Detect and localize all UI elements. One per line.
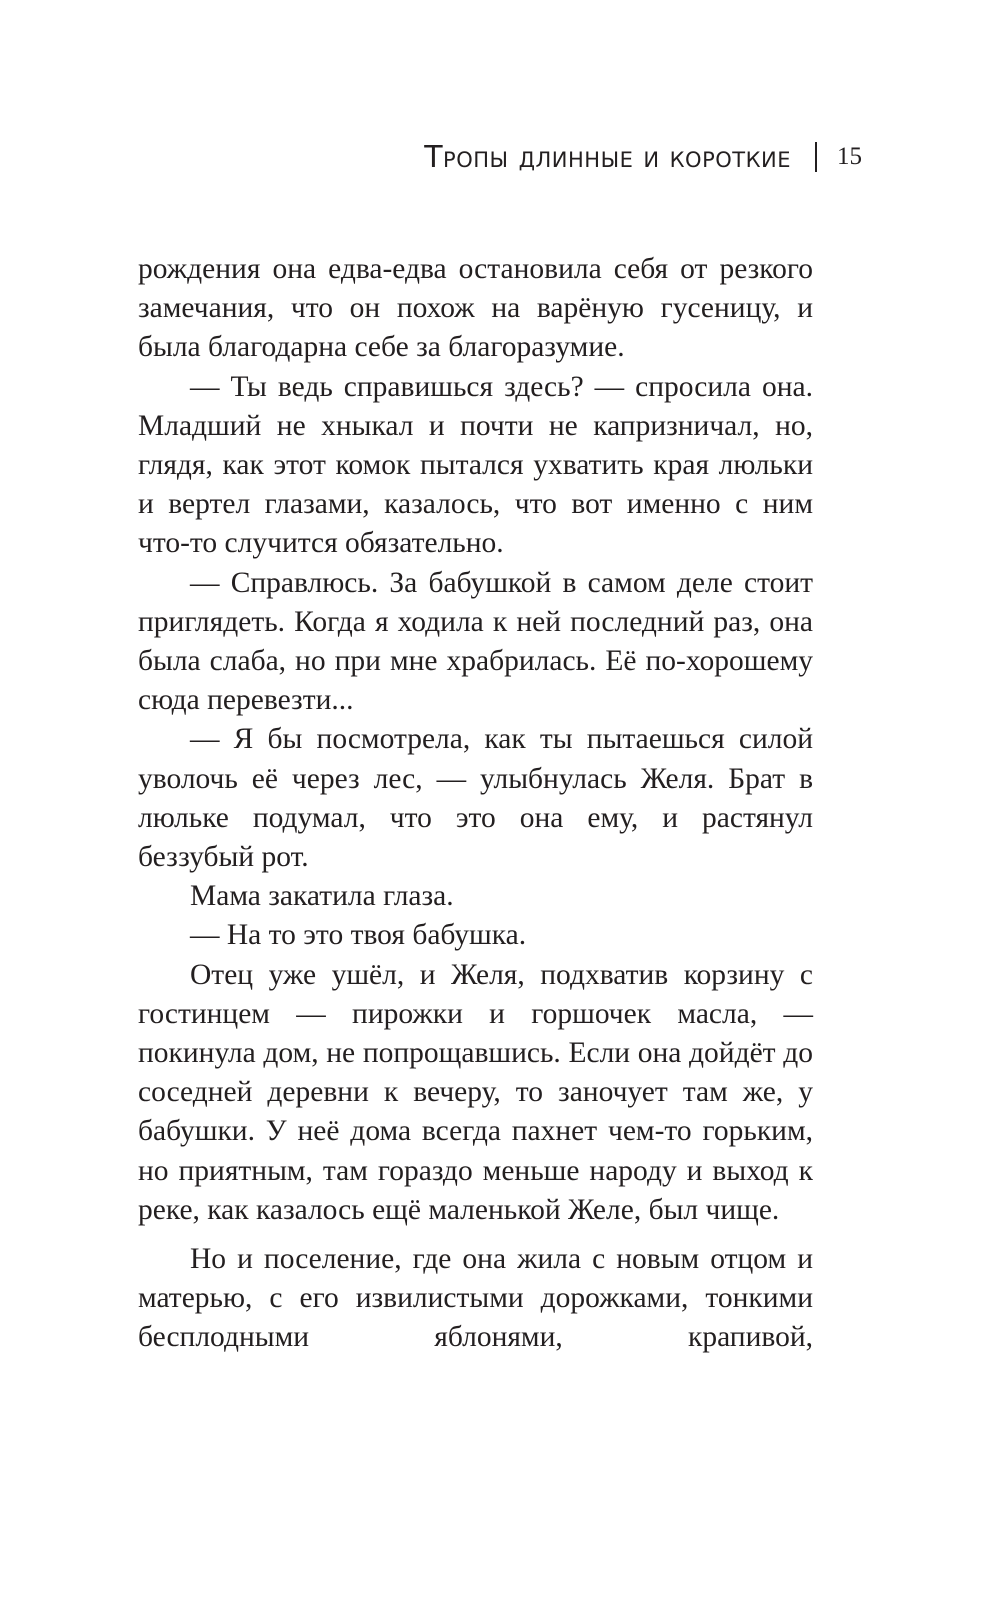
paragraph: — Ты ведь справишься здесь? — спросила она. Младший не хныкал и почти не капризничал, но, глядя, как этот комок пытался ухватить края люльки и вертел глазами, казалось, что вот именно с ним что-то случится обязательно. (138, 370, 813, 560)
paragraph: рождения она едва-едва остановила себя от резкого замечания, что он похож на варёную гусеницу, и была благодарна себе за благоразумие. (138, 253, 813, 364)
paragraph: Но и поселение, где она жила с новым отцом и матерью, с его извилистыми дорожками, тонкими бесплодными яблонями, крапивой, (138, 1243, 813, 1354)
running-header (424, 134, 862, 180)
page-number: 15 (837, 143, 862, 170)
running-title: Тропы длинные и короткие (424, 139, 791, 175)
paragraph: — Я бы посмотрела, как ты пытаешься силой уволочь её через лес, — улыбнулась Желя. Брат в люльке подумал, что это она ему, и растянул беззубый рот. (138, 723, 813, 874)
paragraph: — Справлюсь. За бабушкой в самом деле стоит приглядеть. Когда я ходила к ней последний раз, она была слаба, но при мне храбрилась. Её по-хорошему сюда перевезти... (138, 566, 813, 717)
header-divider (815, 142, 817, 172)
paragraph: Отец уже ушёл, и Желя, подхватив корзину с гостинцем — пирожки и горшочек масла, — покинула дом, не попрощавшись. Если она дойдёт до соседней деревни к вечеру, то заночует там же, у бабушки. У неё дома всегда пахнет чем-то горьким, но приятным, там гораздо меньше народу и выход к реке, как казалось ещё маленькой Желе, был чище. (138, 958, 813, 1226)
paragraph: Мама закатила глаза. (190, 880, 454, 913)
body-text (138, 250, 813, 1358)
paragraph: — На то это твоя бабушка. (190, 919, 527, 952)
